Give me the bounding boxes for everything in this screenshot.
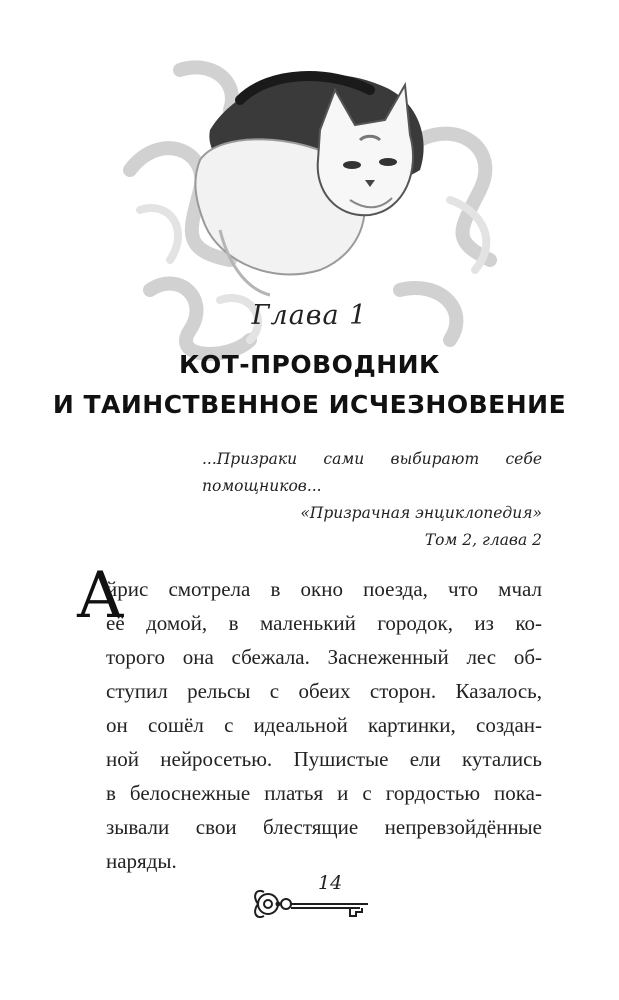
body-paragraph	[76, 559, 542, 878]
body-line: ступил рельсы с обеих сторон. Казалось,	[106, 679, 542, 703]
key-icon	[250, 870, 380, 930]
epigraph-quote: ...Призраки сами выбирают себе помощников...	[202, 450, 542, 495]
epigraph-source: «Призрачная энциклопедия»	[300, 504, 542, 522]
body-line: зывали свои блестящие непревзойдённые	[106, 815, 542, 839]
body-line: ной нейросетью. Пушистые ели кутались	[106, 747, 542, 771]
chapter-title	[0, 345, 619, 425]
page-number: 14	[318, 872, 343, 894]
body-line: в белоснежные платья и с гордостью пока-	[106, 781, 542, 805]
body-line: йрис смотрела в окно поезда, что мчал	[106, 577, 542, 601]
body-line: торого она сбежала. Заснеженный лес об-	[106, 645, 542, 669]
body-line: её домой, в маленький городок, из ко-	[106, 611, 542, 635]
body-line: он сошёл с идеальной картинки, создан-	[106, 713, 542, 737]
chapter-title-line-1: КОТ-ПРОВОДНИК	[179, 350, 440, 379]
epigraph	[202, 446, 542, 554]
drop-cap: А	[76, 559, 125, 633]
page-footer	[250, 870, 380, 930]
chapter-label: Глава 1	[251, 300, 368, 331]
body-line: наряды.	[106, 849, 177, 873]
chapter-title-line-2: И ТАИНСТВЕННОЕ ИСЧЕЗНОВЕНИЕ	[52, 390, 567, 419]
epigraph-location: Том 2, глава 2	[424, 531, 542, 549]
